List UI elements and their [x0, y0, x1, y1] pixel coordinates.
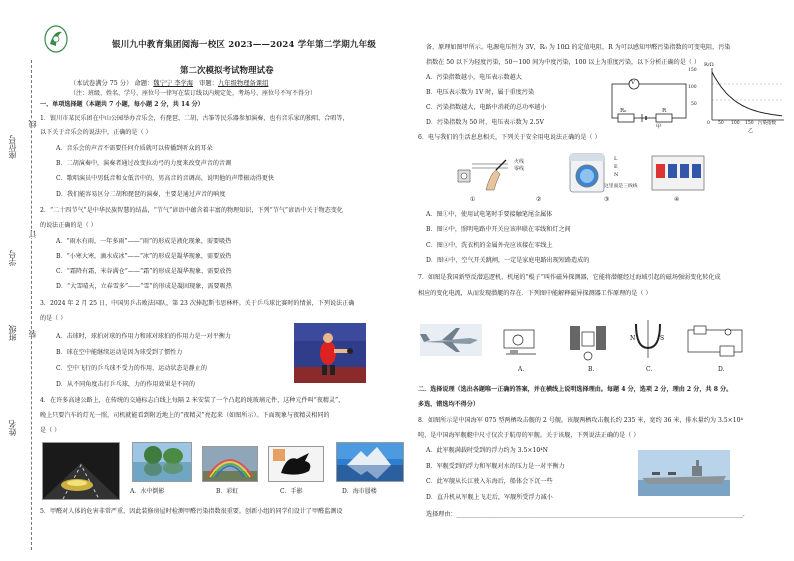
q5-line1: 5．甲醛对人体的危害非常严重，因此装修房屋时检测甲醛污染指数很重要。创新小组的同学们设计了甲醛监测设	[40, 508, 343, 515]
air-switch-illustration	[650, 152, 706, 192]
q1-option-c: C．歌唱演员中男低音和女低音中的，男高音的音调高，说明他的声带振动得更快	[56, 175, 274, 182]
q6-option-d: D．图④中，空气开关跳闸，一定是家庭电路出现短路造成的	[426, 257, 590, 264]
q5-line3: 指数在 50 以下为轻度污染，50～100 间为中度污染，100 以上为重度污染，以下分析正确的是（ ）	[426, 59, 700, 66]
warship-photo	[638, 450, 730, 496]
q6-caption-4: ④	[674, 196, 680, 203]
reviewer-prefix: 审题：	[199, 80, 218, 87]
exam-subtitle: 第二次模拟考试物理试卷	[180, 66, 274, 76]
reviewer: 九年级物理备课组	[218, 80, 269, 87]
class-label: 班级	[8, 325, 17, 341]
q4-line2: 晚上只要汽车的灯光一照，司机就能看到附近地上的“夜精灵”亮起来（如图所示）。下面现象与夜精灵相同的	[40, 412, 330, 419]
q7-caption-b: B.	[588, 366, 595, 373]
q8-reason-line[interactable]: ______________________________________________________________________________________________.	[456, 511, 745, 518]
q7-caption-a: A.	[518, 366, 525, 373]
washing-machine-illustration	[568, 152, 606, 194]
q7-caption-c: C.	[646, 366, 653, 373]
q6-option-a: A．图①中，使用试电笔时手要接触笔尾金属体	[426, 211, 553, 218]
q8-option-d: D．直升机从军舰上飞走后，军舰所受浮力减小	[426, 494, 553, 501]
q7-caption-d: D.	[718, 366, 725, 373]
test-pen-illustration	[456, 156, 512, 192]
plug-n-label: N	[614, 172, 619, 178]
school-logo-icon	[44, 24, 100, 54]
class-no-label: 学号	[8, 250, 17, 266]
q2-option-b: B．“小寒大寒，滴水成冰”——“冰”的形成是凝华现象，需要放热	[56, 253, 232, 260]
q3-option-d: D．从不同角度击打乒乓球，力的作用效果是不同的	[56, 381, 195, 388]
option-a-electromagnet-diagram	[498, 320, 544, 362]
section-2-title-line1: 二．选择说理（选出各题唯一正确的答案，并在横线上说明选择理由。每题 4 分，选项 2 分，理由 2 分，共 8 分。	[418, 386, 733, 393]
info-prefix: （本试卷满分 75 分） 命题：	[70, 80, 154, 87]
night-road-photo	[42, 442, 120, 500]
graph-ytick-100: 100	[688, 85, 697, 90]
q1-line2: 以下关于音乐会的说法中，正确的是（ ）	[40, 129, 152, 136]
graph-xlabel: 污染指数	[758, 121, 776, 126]
binding-mark-bind: 装	[28, 330, 37, 338]
q3-line2: 的是（ ）	[40, 315, 67, 322]
q2-option-a: A．“雨水有雨，一年多雨”——“雨”的形成是液化现象，需要吸热	[56, 238, 232, 245]
left-column	[40, 0, 412, 561]
name-label: 姓名	[8, 420, 17, 436]
q6-caption-2: ②	[536, 196, 542, 203]
q8-reason-prefix: 选择理由：	[426, 511, 457, 518]
section-1-title: 一、单项选择题（本题共 7 小题，每小题 2 分，共 14 分）	[40, 101, 204, 108]
r-label: R	[662, 108, 667, 114]
q6-option-c: C．图③中，洗衣机的金属外壳应该接在零线上	[426, 242, 553, 249]
q4-caption-a: A．水中倒影	[130, 488, 165, 495]
graph-xtick-150: 150	[745, 121, 754, 126]
q8-option-c: C．此军舰从长江驶入东海后，船体会下沉一些	[426, 478, 553, 485]
q6-caption-1: ①	[470, 196, 476, 203]
q8-option-a: A．此军舰满载时受到的浮力约为 3.5×10⁴N	[426, 447, 548, 454]
graph-caption: 乙	[748, 128, 754, 134]
svg-text:S: S	[660, 335, 665, 342]
q6-stem: 6．电与我们的生活息息相关，下列关于安全用电说法正确的是（ ）	[418, 134, 601, 141]
q6-option-b: B．图②中，照明电路中开关应该串联在零线和灯之间	[426, 226, 571, 233]
patrol-aircraft-illustration	[420, 324, 482, 356]
q8-line1: 8．如图所示是中国海军 075 型两栖攻击舰的 2 号舰。该舰两栖攻击舰长约 235 米，宽约 36 米，排水量约为 3.5×10⁴	[418, 417, 743, 424]
q4-caption-d: D．海市蜃楼	[342, 488, 377, 495]
q1-option-d: D．我们能容易区分二胡和琵琶的演奏，主要是通过声音的响度	[56, 191, 226, 198]
graph-ytick-50: 50	[691, 102, 697, 107]
q4-caption-b: B．彩虹	[216, 488, 239, 495]
q4-caption-c: C．手影	[280, 488, 303, 495]
q2-line1: 2．“二十四节气”是中华民族智慧的结晶，“节气”谚语中蕴含着丰富的物理知识，下列“节气”谚语中关于物态变化	[40, 207, 343, 214]
q2-option-c: C．“霜降有霜，米谷满仓”——“霜”的形成是凝华现象，需要放热	[56, 268, 232, 275]
q1-option-b: B．二胡演奏中，演奏者通过改变拉动弓的力度来改变声音的音调	[56, 160, 232, 167]
hand-shadow-photo	[268, 446, 324, 482]
graph-ylabel: R/Ω	[704, 62, 714, 68]
rainbow-photo	[202, 446, 258, 482]
binding-sidebar	[0, 0, 40, 561]
q7-line1: 7．如图是我国新型反潜巡逻机，机尾的“棍子”叫作磁异探测器，它能将潜艇经过海域引起的磁场强弱变化转化成	[418, 274, 721, 281]
q2-option-d: D．“大雪晴天，立春雪多”——“雪”的形成是凝固现象，需要吸热	[56, 283, 232, 290]
graph-xtick-50: 50	[718, 121, 724, 126]
q5-option-d: D．污染指数为 50 时，电压表示数为 2.5V	[426, 119, 544, 126]
exam-note: （注：班级、姓名、学号、座位号一律写在装订线以内规定处，考场号、座位号不写不得分）	[70, 90, 317, 97]
q6-caption-3: ③	[604, 196, 610, 203]
resistance-curve	[712, 72, 782, 116]
q4-line3: 是（ ）	[40, 427, 61, 434]
binding-line	[31, 60, 32, 550]
svg-text:N: N	[630, 335, 636, 342]
q3-line1: 3．2024 年 2 月 25 日，中国男乒击败法国队，第 23 次捧起斯韦思林杯。关于乒乓球比赛时的情景，下列说法正确	[40, 300, 355, 307]
q3-option-b: B．球在空中能继续运动是因为球受到了惯性力	[56, 349, 183, 356]
q5-line2: 备，原理如图甲所示。电源电压恒为 3V，R₀ 为 10Ω 的定值电阻，R 为可以感知甲醛污染指数的可变电阻，污染	[426, 44, 731, 51]
binding-mark-order: 订	[28, 230, 37, 238]
neutral-wire-label: 零线	[514, 166, 525, 172]
plug-l-label: L	[614, 156, 618, 162]
graph-xtick-100: 100	[731, 121, 740, 126]
circuit-diagram-a	[604, 70, 694, 130]
water-reflection-photo	[132, 442, 192, 482]
q2-line2: 的说法正确的是（ ）	[40, 222, 97, 229]
q1-line1: 1．银川市某民乐团在中山公园举办音乐会，有琵琶、二胡、古筝等民乐器参加演奏，也有音乐家的独唱、合唱等，	[40, 115, 349, 122]
authors: 魏宁宁 李学海	[153, 80, 194, 87]
q1-option-a: A．音乐会的声音不需要任何介质就可以传播到听众的耳朵	[56, 145, 213, 152]
binding-mark-line: 线	[28, 120, 37, 128]
graph-ytick-150: 150	[688, 68, 697, 73]
right-column	[418, 0, 788, 561]
three-wire-label: 这里面是三线线	[604, 184, 638, 189]
q3-option-a: A．击球时，球拍对球的作用力和球对球拍的作用力是一对平衡力	[56, 333, 232, 340]
q5-option-b: B．电压表示数为 1V 时，属于重度污染	[426, 89, 535, 96]
voltmeter-label: V	[631, 80, 635, 86]
r0-label: R₀	[620, 108, 627, 114]
q3-option-c: C．空中飞行的乒乓球不受力的作用，运动状态是静止的	[56, 365, 207, 372]
q7-line2: 相应的变化电流，从而发现潜艇的存在．下列图中能解释磁异探测器工作原理的是（ ）	[418, 290, 652, 297]
option-c-magnet-diagram	[628, 318, 668, 362]
q5-option-a: A．污染指数越小，电压表示数越大	[426, 74, 522, 81]
exam-title: 银川九中教育集团阅海一校区 2023——2024 学年第二学期九年级	[112, 40, 377, 50]
q5-option-c: C．污染指数越大，电路中消耗的总功率越小	[426, 104, 547, 111]
plug-e-label: E	[614, 164, 618, 170]
section-2-title-line2: 多选、错选均不得分）	[418, 401, 479, 408]
q8-option-b: B．军舰受到的浮力和军舰对水的压力是一对平衡力	[426, 463, 565, 470]
graph-ytick-0: 0	[707, 121, 710, 126]
exam-info	[70, 80, 268, 88]
option-d-circuit-diagram	[684, 324, 746, 358]
table-tennis-photo	[294, 323, 366, 383]
mirage-photo	[336, 442, 404, 482]
live-wire-label: 火线	[514, 159, 525, 165]
q8-line2: 吨，是中国海军舰艇中尺寸仅次于航母的军舰。关于该舰，下列说法正确的是（ ）	[418, 432, 640, 439]
q4-line1: 4．在许多高速公路上，在传统的交通标志白线上每隔 2 米安装了一个凸起的纯玻璃元件，这种元件叫“夜精灵”，	[40, 397, 345, 404]
q8-reason-label	[426, 511, 745, 519]
circuit-caption: 甲	[656, 124, 662, 130]
seat-label: 座位号	[8, 135, 17, 159]
option-b-generator-diagram	[566, 320, 610, 362]
